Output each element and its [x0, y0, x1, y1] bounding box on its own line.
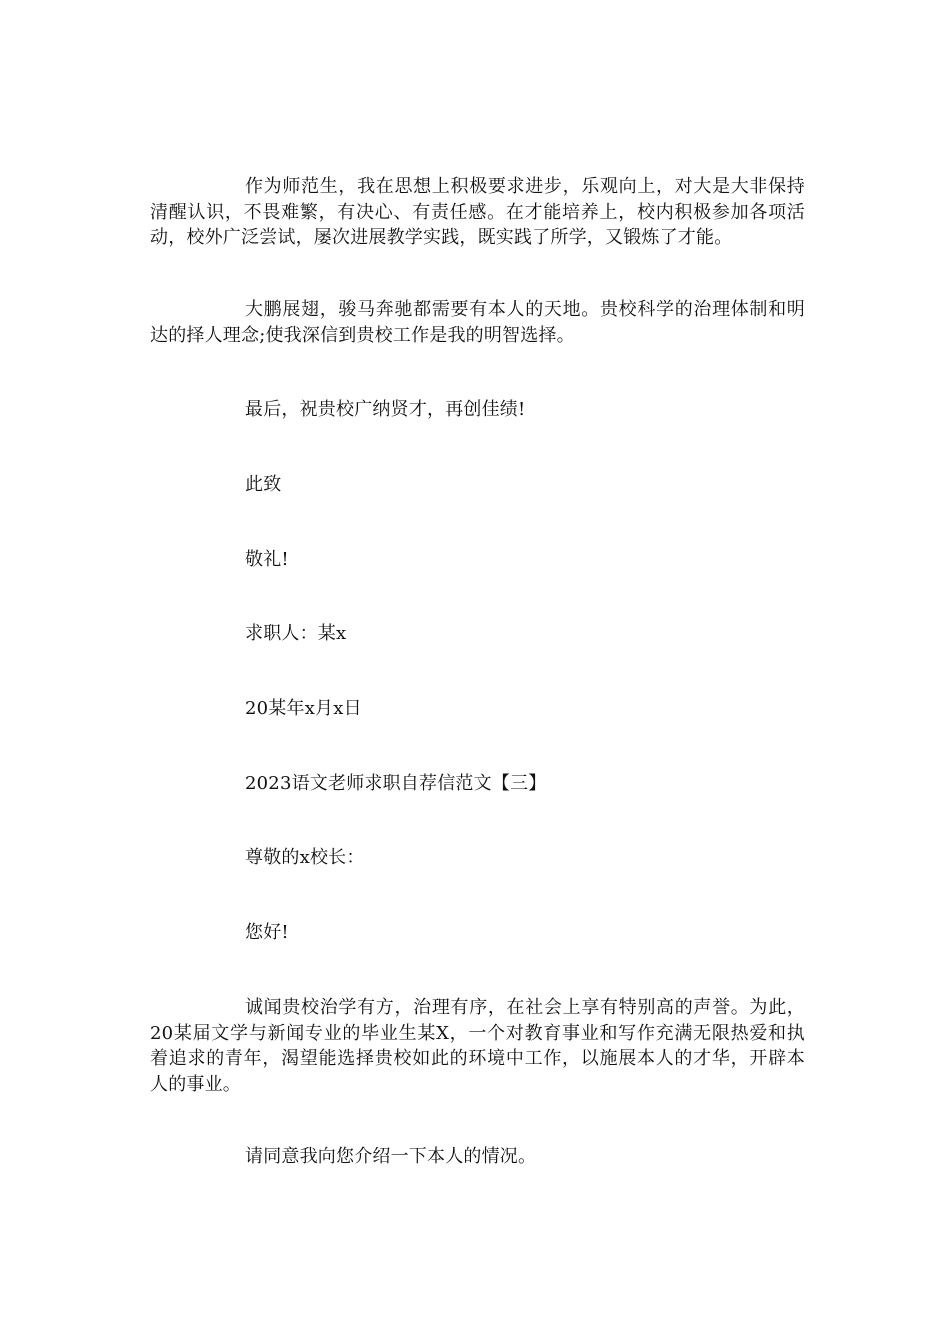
paragraph-introduction-request: 请同意我向您介绍一下本人的情况。	[245, 1146, 537, 1167]
paragraph-greeting-recipient: 尊敬的x校长：	[245, 847, 365, 868]
paragraph-closing-wish: 最后，祝贵校广纳贤才，再创佳绩!	[245, 399, 526, 420]
paragraph-salutation-close: 此致	[245, 474, 282, 495]
paragraph-applicant: 求职人：某x	[245, 623, 347, 644]
paragraph-hello: 您好!	[245, 922, 289, 943]
paragraph-school-reputation: 诚闻贵校治学有方，治理有序，在社会上享有特别高的声誉。为此，20某届文学与新闻专业的毕业生某X，一个对教育事业和写作充满无限热爱和执着追求的青年，渴望能选择贵校如此的环境中工作，以施展本人的才华，开辟本人的事业。	[150, 997, 805, 1095]
paragraph-self-introduction: 作为师范生，我在思想上积极要求进步，乐观向上，对大是大非保持清醒认识，不畏难繁，有决心、有责任感。在才能培养上，校内积极参加各项活动，校外广泛尝试，屡次进展教学实践，既实践了所学，又锻炼了才能。	[150, 176, 805, 248]
paragraph-regards: 敬礼!	[245, 549, 289, 570]
paragraph-date: 20某年x月x日	[245, 698, 362, 719]
section-heading: 2023语文老师求职自荐信范文【三】	[245, 773, 547, 794]
paragraph-school-choice: 大鹏展翅，骏马奔驰都需要有本人的天地。贵校科学的治理体制和明达的择人理念;使我深信到贵校工作是我的明智选择。	[150, 299, 805, 346]
